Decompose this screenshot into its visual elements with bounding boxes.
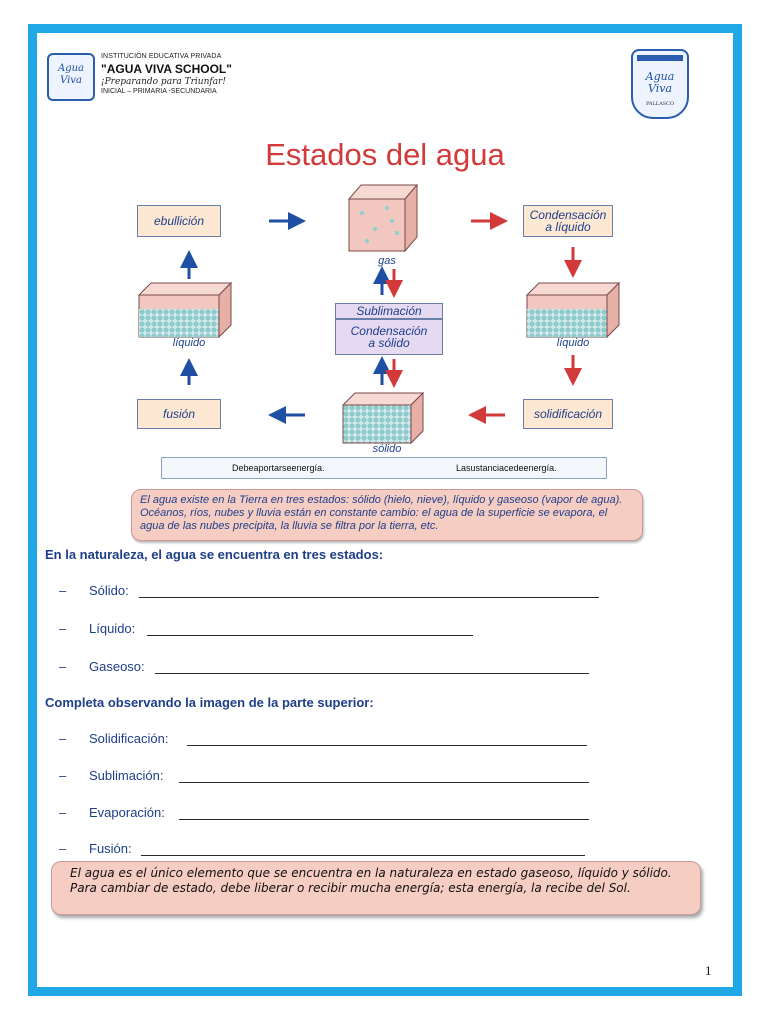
logo-text: Agua — [57, 63, 85, 74]
bullet-dash: – — [59, 621, 67, 636]
logo-text: Agua — [645, 70, 675, 83]
ebullicion-box — [137, 205, 221, 237]
bullet-dash: – — [59, 659, 67, 674]
info-note-bottom: El agua es el único elemento que se encuentra en la naturaleza en estado gaseoso, líquido y sólido. Para cambiar de estado, debe liberar o recibir mucha energía; esta energía, la recibe del Sol. — [51, 861, 701, 915]
answer-line-sublimacion[interactable] — [179, 782, 589, 783]
condensacion-solido-box — [335, 319, 443, 355]
page-frame — [28, 24, 742, 996]
fusion-label: fusión — [162, 407, 196, 421]
bullet-dash: – — [59, 583, 67, 598]
solidificacion-box — [523, 399, 613, 429]
logo-text: Viva — [60, 75, 82, 86]
page-title: Estados del agua — [265, 137, 505, 172]
institution-type: INSTITUCIÓN EDUCATIVA PRIVADA — [101, 53, 222, 60]
logo-subtext: PALLASCO — [645, 101, 675, 107]
solido-label: sólido — [372, 443, 402, 455]
section2-heading: Completa observando la imagen de la parte superior: — [45, 695, 374, 710]
legend-red-text: Debeaportarseenergía. — [232, 463, 325, 473]
bullet-dash: – — [59, 731, 67, 746]
answer-line-gaseoso[interactable] — [155, 673, 589, 674]
school-levels: INICIAL – PRIMARIA -SECUNDARIA — [101, 88, 217, 95]
fusion-box — [137, 399, 221, 429]
liquido-right-label: líquido — [556, 337, 590, 349]
liquid-container-left-icon — [139, 283, 231, 337]
solidificacion-label: solidificación — [533, 407, 603, 421]
diagram-legend — [161, 457, 607, 479]
bullet-dash: – — [59, 768, 67, 783]
answer-line-solidificacion[interactable] — [187, 745, 587, 746]
gas-cube-icon — [349, 185, 417, 251]
q-sublimacion-label: Sublimación: — [89, 768, 164, 783]
answer-line-liquido[interactable] — [147, 635, 473, 636]
condensacion-liquido-box — [523, 205, 613, 237]
bullet-dash: – — [59, 841, 67, 856]
logo-text: Viva — [647, 82, 673, 95]
answer-line-solido[interactable] — [139, 597, 599, 598]
q-gaseoso-label: Gaseoso: — [89, 659, 145, 674]
q-solidificacion-label: Solidificación: — [89, 731, 169, 746]
gas-label: gas — [378, 255, 396, 267]
q-solido-label: Sólido: — [89, 583, 129, 598]
q-liquido-label: Líquido: — [89, 621, 136, 636]
condensacion-label: Condensación — [529, 208, 607, 222]
section1-heading: En la naturaleza, el agua se encuentra en tres estados: — [45, 547, 384, 562]
condensacion-solido-label: a sólido — [368, 336, 410, 350]
ebullicion-label: ebullición — [153, 214, 205, 228]
liquid-container-right-icon — [527, 283, 619, 337]
sublimacion-label: Sublimación — [356, 304, 422, 318]
page-number: 1 — [705, 963, 712, 978]
sublimacion-box — [335, 303, 443, 319]
condensacion-label: a líquido — [545, 220, 591, 234]
info-note-top: El agua existe en la Tierra en tres estados: sólido (hielo, nieve), líquido y gaseoso (vapor de agua). Océanos, ríos, nubes y lluvia están en constante cambio: el agua de la superficie se evapora, el agua de las nubes precipita, la lluvia se filtra por la tierra, etc. — [131, 489, 643, 541]
q-fusion-label: Fusión: — [89, 841, 132, 856]
legend-blue-text: Lasustanciacedeenergía. — [456, 463, 557, 473]
q-evaporacion-label: Evaporación: — [89, 805, 165, 820]
school-name: "AGUA VIVA SCHOOL" — [101, 62, 232, 76]
solid-container-icon — [343, 393, 423, 443]
bullet-dash: – — [59, 805, 67, 820]
school-slogan: ¡Preparando para Triunfar! — [101, 77, 226, 87]
condensacion-solido-label: Condensación — [350, 324, 428, 338]
liquido-left-label: líquido — [172, 337, 206, 349]
answer-line-fusion[interactable] — [141, 855, 585, 856]
answer-line-evaporacion[interactable] — [179, 819, 589, 820]
